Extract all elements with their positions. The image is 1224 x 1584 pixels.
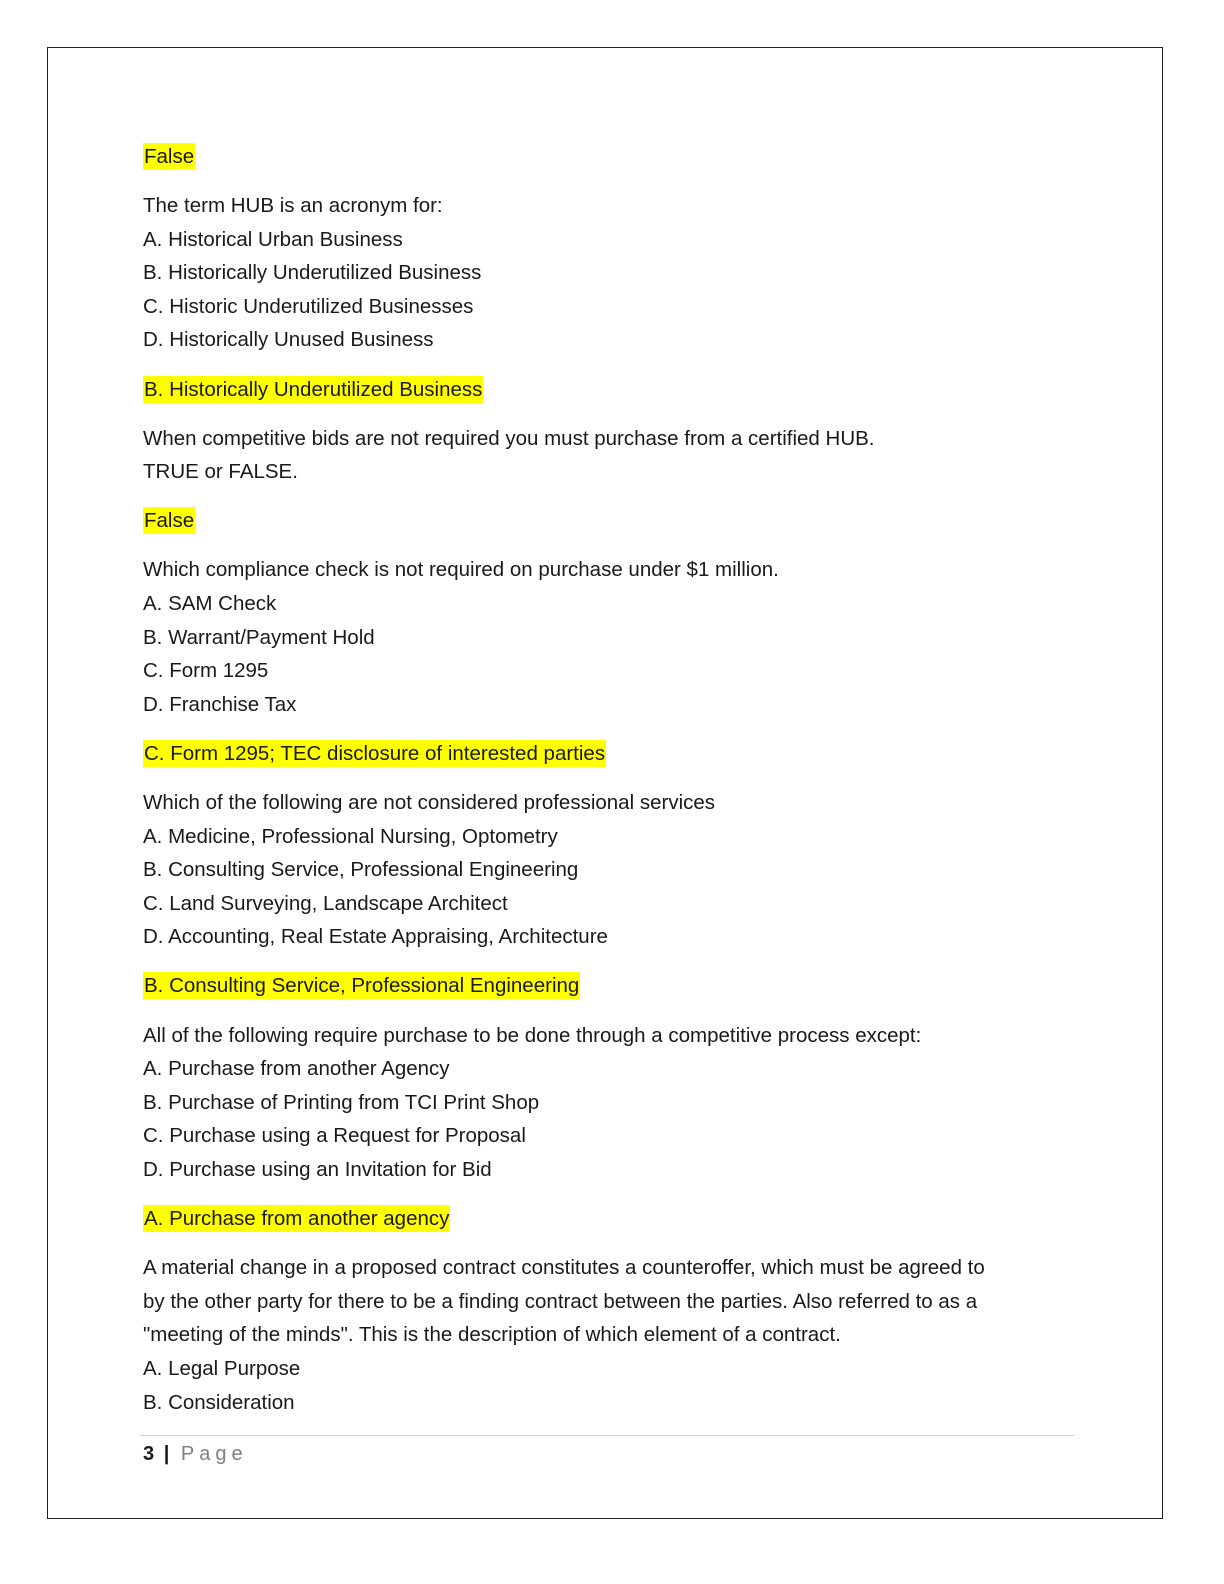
page-number: 3 [143, 1443, 155, 1465]
question-block [143, 189, 1083, 357]
question-line: A. Legal Purpose [143, 1356, 301, 1380]
highlighted-answer: B. Consulting Service, Professional Engineering [144, 974, 580, 998]
highlighted-answer: False [144, 509, 195, 533]
answer-block [143, 504, 1083, 538]
question-block [143, 1251, 1083, 1419]
question-text: A material change in a proposed contract constitutes a counteroffer, which must be agreed to [143, 1256, 985, 1280]
question-line: B. Purchase of Printing from TCI Print Shop [143, 1090, 540, 1114]
question-line: D. Purchase using an Invitation for Bid [143, 1157, 492, 1181]
answer-block [143, 969, 1083, 1003]
page-footer [143, 1440, 248, 1468]
question-line: C. Land Surveying, Landscape Architect [143, 891, 508, 915]
highlighted-answer: False [144, 145, 195, 168]
footer-divider [140, 1435, 1074, 1436]
question-text: Which of the following are not considered professional services [143, 791, 716, 814]
question-line: A. Purchase from another Agency [143, 1057, 450, 1081]
answer-block [143, 373, 1083, 407]
question-line: A. Medicine, Professional Nursing, Optometry [143, 824, 558, 848]
question-line: B. Consideration [143, 1390, 295, 1414]
question-text: Which compliance check is not required on purchase under $1 million. [143, 558, 779, 582]
question-text: All of the following require purchase to be done through a competitive process except: [143, 1023, 922, 1047]
question-line: C. Form 1295 [143, 659, 269, 683]
question-line: D. Franchise Tax [143, 692, 297, 716]
question-line: C. Purchase using a Request for Proposal [143, 1124, 526, 1148]
question-line: A. SAM Check [143, 592, 277, 616]
question-line: B. Historically Underutilized Business [143, 261, 482, 285]
question-text: When competitive bids are not required you must purchase from a certified HUB. [143, 426, 875, 450]
question-line: "meeting of the minds". This is the description of which element of a contract. [143, 1323, 841, 1347]
question-line: D. Historically Unused Business [143, 328, 434, 352]
question-line: C. Historic Underutilized Businesses [143, 294, 474, 318]
question-line: B. Consulting Service, Professional Engineering [143, 858, 579, 882]
answer-block [143, 140, 1083, 174]
question-block [143, 422, 1083, 489]
highlighted-answer: A. Purchase from another agency [144, 1207, 450, 1231]
question-text: The term HUB is an acronym for: [143, 194, 443, 218]
question-line: B. Warrant/Payment Hold [143, 625, 375, 649]
document-body [143, 140, 1083, 1435]
answer-block [143, 1202, 1083, 1236]
answer-block [143, 737, 1083, 771]
question-line: D. Accounting, Real Estate Appraising, Architecture [143, 925, 608, 949]
question-block [143, 553, 1083, 721]
question-line: A. Historical Urban Business [143, 227, 403, 251]
question-block [143, 786, 1083, 954]
question-block [143, 1019, 1083, 1187]
question-line: by the other party for there to be a finding contract between the parties. Also referred to as a [143, 1289, 978, 1313]
highlighted-answer: C. Form 1295; TEC disclosure of interested parties [144, 741, 606, 765]
highlighted-answer: B. Historically Underutilized Business [144, 377, 483, 401]
question-line: TRUE or FALSE. [143, 460, 298, 484]
footer-separator: | [163, 1443, 170, 1465]
page-label: Page [180, 1443, 248, 1465]
